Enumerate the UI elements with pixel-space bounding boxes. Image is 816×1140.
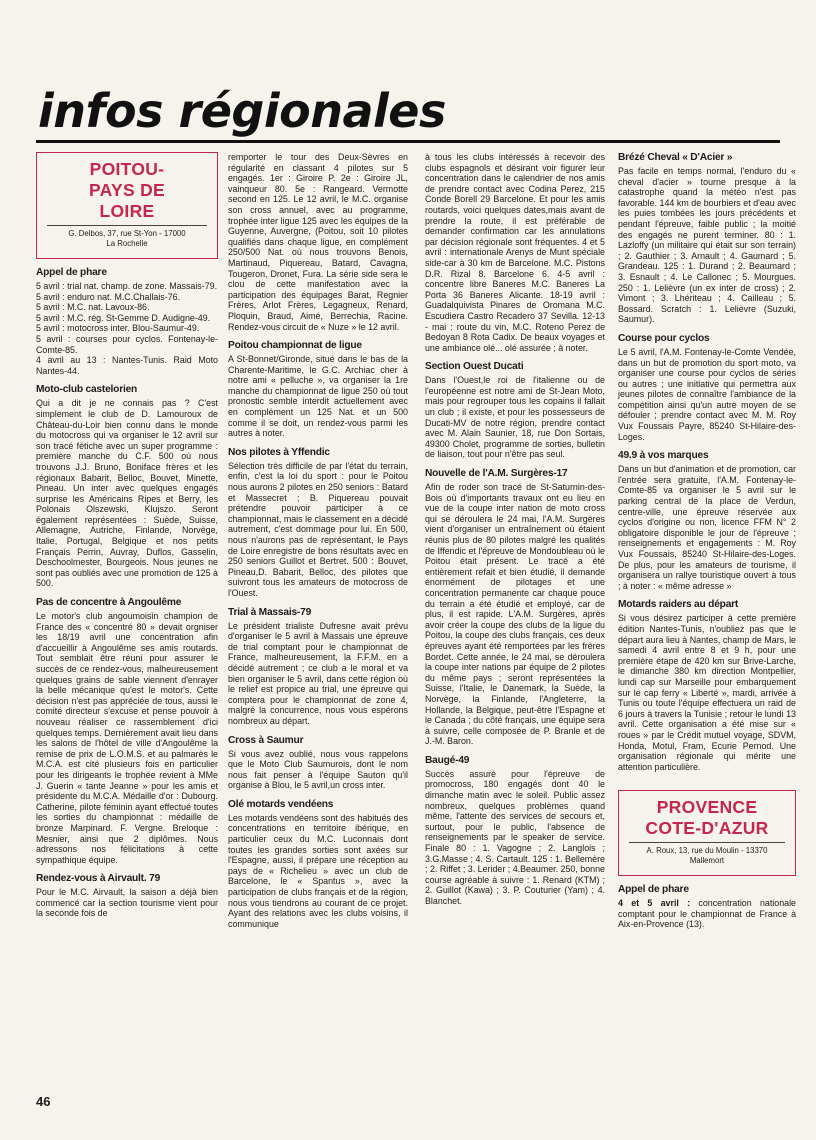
article-text xyxy=(618,898,796,930)
event-line: 5 avril : courses pour cyclos. Fontenay-le-Comte-85. xyxy=(36,333,218,355)
article-text: Pour le M.C. Airvault, la saison a déjà bien commencé car la section tourisme vient pour la seconde fois de xyxy=(36,887,218,919)
article-text: remporter le tour des Deux-Sèvres en régularité en classant 4 pilotes sur 5 engagés. 1er : Giroire P. 2e : Giroire JL, vainqueur 80. 5e : Rangeard. Vermotte second en 125. Le 12 avril, le M.C. organise son cross annuel, avec au programme, trophée inter ligue 125 avec les équipes de la Guyenne, Auvergne, (Poitou, soit 10 pilotes qualifiés dans chaque ligue, en complément 250/500 Nat. où nous trouvons Benois, Martinaud, Piquereau, Batard, Cavagna, Tougeron, Dronet, Fura. La série side sera le clou de cette manifestation avec la participation des équipages Barat, Regnier Frères, Arlot Frères, Legagneux, Renard, Ploquin, Braud, Aimé, Berrechia, Racine. Rendez-vous circuit de « Nuze » le 12 avril. xyxy=(228,152,408,332)
article-text: A St-Bonnet/Gironde, situé dans le bas de la Charente-Maritime, le G.C. Archiac cher à notre ami « pelluche », va organiser la 1re manche du championnat de ligue 250 où tout pronostic semble interdit actuellement avec en complément un 125 Nat. et un 500 comme il se doit, un rendez-vous parmi les autres à noter. xyxy=(228,354,408,439)
region-box-provence xyxy=(618,790,796,876)
section-heading: Pas de concentre à Angoulême xyxy=(36,597,182,609)
event-line: 5 avril : enduro nat. M.C.Challais-76. xyxy=(36,291,181,302)
article-text: Sélection très difficile de par l'état du terrain, enfin, c'est la loi du sport : pour le Poitou nous aurons 2 pilotes en 250 seniors : Batard et Massecret ; B. Piquereau pouvait prétendre pouvoir participer à ce championnat, mais le classement en a décidé autrement, c'est dommage pour lui. En 500, nous n'aurons pas de représentant, le Pays de Loire enregistre de bons résultats avec en 250 seniors Guillot et Bertret. 500 : Bouvet, Pineau,D. Babarit, Belloc, des pilotes que suivront tous les amateurs de motocross de l'Ouest. xyxy=(228,460,408,598)
page-number: 46 xyxy=(36,1094,51,1109)
section-heading: Appel de phare xyxy=(618,884,689,896)
article-text: Les motards vendéens sont des habitués des concentrations en territoire ibérique, en particulier ceux du M.C. Luconnais dont toutes les grandes sorties sont axées sur l'Espagne, aussi, il prépare une réception au pays de « Richelieu » avec un club de Barcelone, le « Spantus », avec la participation de clubs français et de la région, nous vous tiendrons au courant de ce projet. Ayant des relations avec les clubs voisins, il communique xyxy=(228,812,408,929)
section-heading: Moto-club castelorien xyxy=(36,384,138,396)
article-text: Afin de roder son tracé de St-Saturnin-des-Bois où d'importants travaux ont eu lieu en vue de la coupe inter nation de moto cross qui se déroulera le 24 mai, l'A.M. Surgères vient d'organiser un entraînement où étaient réunis plus de 80 pilotes malgré les qualités de Iffendic et l'épreuve de Mondoubleau où le Poitou était présent. Le tracé a été entièrement refait et bien étudié, il demande énormément de pilotages et une concentration permanente car chaque pouce du terrain a été étudié et employé, car de plus, il est rapide. L'A.M. Surgères, après avoir créer la coupe des clubs de la ligue du Poitou, la coupe des clubs français, ces deux épreuves ayant été remportées par les frères Bordet. Cette année, le 24 mai, se déroulera la coupe inter nations par équipe de 2 pilotes du même pays ; seront représentées la Suisse, l'Italie, le Danemark, la Suède, la Norvège, la Finlande, l'Angleterre, la Hollande, la Belgique, peut-être l'Espagne et le Canada ; du côté français, une équipe sera à suivre, celle composée de P. Branle et de J.-M. Baron. xyxy=(425,482,605,747)
region-name-line: PAYS DE xyxy=(88,180,166,200)
article-text: Le motor's club angoumoisin champion de France des « concentré 80 » devait orgniser les 18/19 avril une concentration afin d'accueillir à Angoulême ses amis routards. Tout semblait être réuni pour assurer le succès de ce rendez-vous, malheureusement quelques grains de sable viennent d'enrayer la belle mécanique qu'est le motor's. Cette décision n'est pas appréciée de tous, aussi le comité directeur s'excuse et pense pouvoir à nouveau réaliser ce rassemblement d'ici quelques temps. Dernièrement avait lieu dans les salons de l'hôtel de ville d'Angoulême la remise de prix de L.O.M.S. et au palmarès le M.C.A. est cité plusieurs fois en particulier pour les dirigeants le trophée revient à MMe J. Guerin « tante Jeanne » pour les amis et présidente du M.C.A. Médaille d'or : Dubourg. Catherine, pilote féminin ayant effectué toutes les sorties du championnat : médaille de bronze Marpinard. F. Vergne. Breloque : Mesnier, ainsi que 2 diplômes. Nous adressons nos félicitations à cette sympathique équipe. xyxy=(36,611,218,865)
section-heading: Cross à Saumur xyxy=(228,734,304,746)
article-text: Dans l'Ouest,le roi de l'italienne ou de l'européenne est notre ami de St-Jean Moto, mais pour regrouper tous les copains il fallait un club ; il existe, et pour les possesseurs de Ducati-MV de notre région, prendre contact avec M. Alain Saunier, 18, rue Don Sortais, 49300 Cholet, programme de sorties, bulletin de liaison, tout pour n'être pas seul. xyxy=(425,375,605,460)
column-2 xyxy=(228,152,408,929)
page-title: infos régionales xyxy=(38,84,446,138)
article-text: Qui a dit je ne connais pas ? C'est simplement le club de D. Lamouroux de Château-du-Loir bien connu dans le monde du motocross qui va organiser le 12 avril sur son tracé fétiche avec un super programme : première manche du C.F. 500 où nous trouvons J.J. Bruno, Boniface frères et les régionaux Babarit, Belloc, Bouvet, Minette, Pineau. Un inter avec quelques engagés surprise les Américains Ripes et Berry, les Polonais Olszewski, Klujszo. Seront également représentées : Suède, Suisse, Allemagne, Autriche, Finlande, Norvège, Italie, Portugal, Belgique et nos petits Français Perrin, Auvray, Duflos, Gasselin, Deschoolmester, Bourgeois. Nous jeunes ne sont pas oubliés avec une promotion de 125 à 500. xyxy=(36,398,218,589)
section-heading: Course pour cyclos xyxy=(618,332,710,344)
section-heading: Appel de phare xyxy=(36,267,107,278)
address-line: A. Roux, 13, rue du Moulin - 13370 xyxy=(646,846,768,856)
region-name-line: COTE-D'AZUR xyxy=(645,818,769,839)
title-rule xyxy=(36,140,780,143)
event-line: 5 avril : motocross inter. Blou-Saumur-49. xyxy=(36,323,200,334)
event-line: 4 avril au 13 : Nantes-Tunis. Raid Moto Nantes-44. xyxy=(36,355,218,376)
article-text: Pas facile en temps normal, l'enduro du « cheval d'acier » tourne presque à la catastrophe quand la météo n'est pas favorable. 144 km de bourbiers et d'eau avec les puies tombées les jours précédents et pendant l'épreuve, faible public ; la moitié des engagés ne purent terminer. 80 : 1. Lazloffy (un militaire qui était sur son terrain) ; 2. Gauthier ; 3. Arnault ; 4. Gaumard ; 5. Grandeau. 125 : 1. Durand ; 2. Beaumard ; 3. Esnault ; 4. Le Callonec ; 5. Mourgues. 250 : 1. Lelièvre (un ex inter de cross) ; 2. Vimont ; 3. Lhériteau ; 4. Cailleau ; 5. Bossard. Scratch : 1. Lelièvre (Suzuki, Saumur). xyxy=(618,166,796,325)
article-text: Si vous désirez participer à cette première édition Nantes-Tunis, n'oubliez pas que le départ aura lieu à Nantes, champ de Mars, le samedi 4 avril entre 8 et 9 h, pour une première étape de 420 km sur Brive-Larche, le dimanche 380 km direction Montpellier, lundi cap sur Marseille pour embarquement sur le cap ferry « Liberté », mardi, arrivée à Tunis ou toute l'équipe effectuera un raid de 6 jours à travers la Tunisie ; retour le lundi 13 avril. Cette organisation a été mise sur « roues » par le Crédit mutuel voyage, SDVM, Honda, Motul, Fram, Ecurie Pernod. Une organisation régionale qui mérite une attention particulière. xyxy=(618,613,796,772)
article-text: Le 5 avril, l'A.M. Fontenay-le-Comte Vendée, dans un but de promotion du sport moto, va organiser une course pour cyclos de séries ou autres ; une initiative qui permettra aux jeunes pilotes de connaître l'ambiance de la compétition ainsi qu'un autre moyen de se défouler ; prendre contact avec M. M. Roy Vux Foussais Payre, 85240 St-Hilaire-des-Loges. xyxy=(618,346,796,442)
section-heading: Motards raiders au départ xyxy=(618,599,739,611)
region-name-line: LOIRE xyxy=(99,201,155,221)
section-heading: 49.9 à vos marques xyxy=(618,450,709,462)
region-address xyxy=(47,225,207,248)
article-text: Si vous avez oublié, nous vous rappelons que le Moto Club Saumurois, dont le nom nous fait penser à l'équipe Sauton qu'il organise à Blou, le 5 avril,un cross inter. xyxy=(228,748,408,791)
region-name-line: POITOU- xyxy=(89,159,165,179)
section-heading: Rendez-vous à Airvault. 79 xyxy=(36,873,161,885)
event-list xyxy=(36,281,218,376)
article-text: Le président trialiste Dufresne avait prévu d'organiser le 5 avril à Massais une épreuve de trial comptant pour le championnat de France, malheureusement, la F.F.M. en a décidé autrement ; ce club a le moral et va bien organiser le 5 avril, dans cette région où le relief est propice au trial, une épreuve qui comptera pour le championnat de zone 4, malgré la concurrence, nous vous espérons nombreux au départ. xyxy=(228,620,408,726)
section-heading: Poitou championnat de ligue xyxy=(228,340,362,352)
address-line: Mallemort xyxy=(689,855,725,865)
section-heading: Nouvelle de l'A.M. Surgères-17 xyxy=(425,468,568,480)
event-line: 5 avril : trial nat. champ. de zone. Massais-79. xyxy=(36,281,218,291)
section-heading: Section Ouest Ducati xyxy=(425,361,524,373)
section-heading: Olé motards vendéens xyxy=(228,798,334,810)
column-1 xyxy=(36,152,218,919)
column-3 xyxy=(425,152,605,907)
column-4 xyxy=(618,152,796,930)
event-line: 5 avril : M.C. rég. St-Gemme D. Audigne-49. xyxy=(36,312,211,323)
section-heading: Nos pilotes à Yffendic xyxy=(228,446,330,458)
event-line: 5 avril : M.C. nat. Lavoux-86. xyxy=(36,302,150,313)
section-heading: Trial à Massais-79 xyxy=(228,606,312,618)
section-heading: Baugé-49 xyxy=(425,754,470,766)
article-text: à tous les clubs intéressés à recevoir des clubs espagnols et désirant voir figurer leur concentration dans le calendrier de nos amis de prendre contact avec Codina Perez, 215 Conde Borell 29 Barcelone. Et pour les amis routards, voici quelques dates,mais avant de prendre la route, il est préférable de demander confirmation car les annulations par décision régionale sont fréquentes. 4 et 5 avril : internationale Arenys de Munt spéciale side-car à 30 km de Barcelone. M.C. Pistons D.R. Rizal 8. Barcelone 6. 4-5 avril : concentre libre Baneres M.C. Baneres La Porta 36 Baneres Alicante. 18-19 avril : Guadalquivista Pinares de Oromana M.C. Escudiera Castro Recadero 37 Sevilla. 12-13 - mai : route du vin, M.C. Roteno Perez de Bedoyan 8 Rota Cadix. De beaux voyages et une ambiance olé... olé assurée ; à noter. xyxy=(425,152,605,353)
article-text-rest: concentration nationale comptant pour le championnat de France à Aix-en-Provence (13). xyxy=(618,898,796,930)
region-box-poitou xyxy=(36,152,218,259)
address-line: La Rochelle xyxy=(106,238,148,248)
section-heading: Brézé Cheval « D'Acier » xyxy=(618,152,733,163)
article-text: Dans un but d'animation et de promotion, car l'entrée sera gratuite, l'A.M. Fontenay-le-Comte-85 va organiser le 5 avril sur le parking central de la place de Verdun, centre-ville, une épreuve réservée aux cyclos d'origine ou non, licence FFM N° 2 obligatoire disponible le jour de l'épreuve ; renseignements et engagements : M. Roy Vux Foussais, 85240 St-Hilaire-des-Loges. De plus, pour les amateurs de tourisme, il organisera un rallye touristique ouvert à tous ; à noter : « même adresse » xyxy=(618,464,796,591)
date-lead: 4 et 5 avril : xyxy=(618,898,691,909)
address-line: G. Delbos, 37, rue St-Yon - 17000 xyxy=(68,229,186,238)
region-address xyxy=(629,842,785,865)
region-name-line: PROVENCE xyxy=(656,797,758,818)
article-text: Succès assuré pour l'épreuve de promocross, 180 engagés dont 40 le dimanche matin avec le soleil. Public assez nombreux, quelques problèmes quand même, l'attente des services de secours et, surtout, pour le public, l'absence de renseignements par le speaker de service. Finale 80 : 1. Vagogne ; 2. Langlois ; 3.G.Masse ; 4. S. Cartault. 125 : 1. Bellemère ; 2. Riffet ; 3. Lerider ; 4.Beaumer. 250, bonne course agréable à suivre : 1. Renard (KTM) ; 2. Guillot (Kawa) ; 3. P. Couturier (Yam) ; 4. Blanchet. xyxy=(425,768,605,906)
